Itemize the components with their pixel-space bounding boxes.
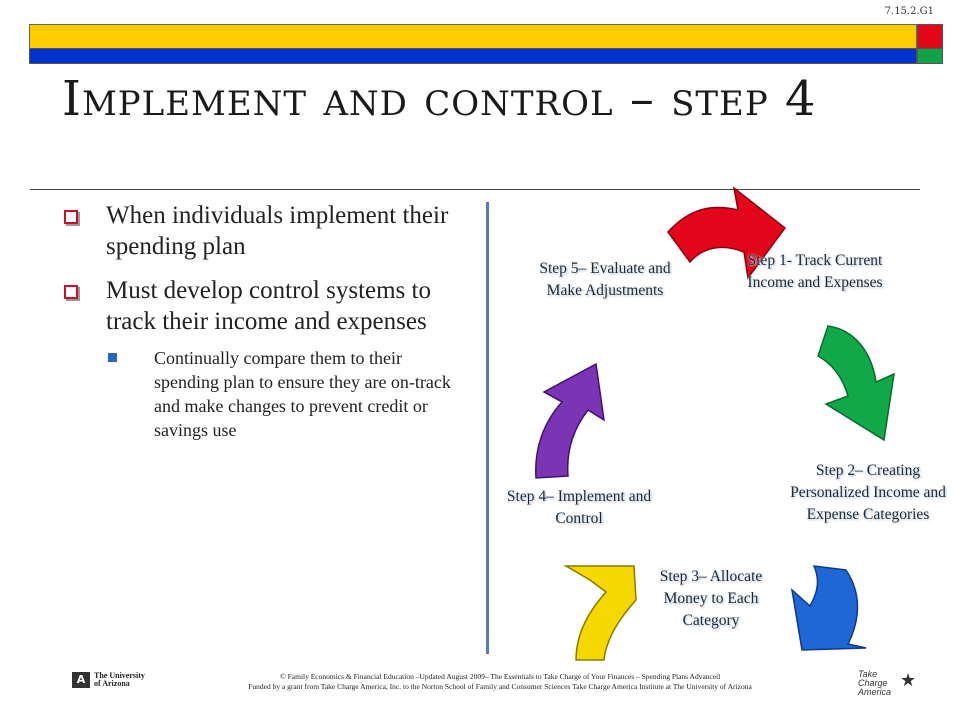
ua-block-a-icon: A [72, 672, 90, 688]
university-of-arizona-logo [72, 672, 145, 688]
footer [170, 672, 830, 692]
tca-line1: Take [858, 669, 878, 679]
ua-logo-line2: of Arizona [94, 679, 130, 688]
footer-line1: © Family Economics & Financial Education –Updated August 2009– The Essentials to Take Charge of Your Finances – Spending Plans Advanced [280, 672, 720, 681]
step4-arrow-icon [566, 566, 636, 660]
step1-label: Step 1- Track Current Income and Expenses [747, 252, 883, 291]
tca-line3: America [858, 687, 892, 697]
bullet-text: Must develop control systems to track their income and expenses [106, 277, 431, 335]
ua-logo-line1: The University [94, 671, 145, 680]
step5-label: Step 5– Evaluate and Make Adjustments [539, 260, 671, 299]
step5-arrow-icon [536, 364, 604, 478]
step4-label: Step 4– Implement and Control [506, 488, 652, 527]
tca-line2: Charge [858, 678, 888, 688]
step2-arrow-icon [818, 326, 894, 440]
take-charge-america-logo [858, 670, 891, 697]
step3-arrow-icon [792, 566, 866, 650]
footer-line2: Funded by a grant from Take Charge America, Inc. to the Norton School of Family and Consumer Sciences Take Charge America Institute at The University of Arizona [248, 682, 752, 691]
step2-label: Step 2– Creating Personalized Income and Expense Categories [790, 462, 946, 523]
bullet-text: When individuals implement their spending plan [106, 202, 449, 260]
step3-label: Step 3– Allocate Money to Each Category [659, 568, 763, 629]
star-icon: ★ [900, 670, 917, 691]
slide-code: 7.15.2.G1 [884, 6, 934, 17]
sub-bullet-text: Continually compare them to their spending plan to ensure they are on-track and make changes to prevent credit or savings use [154, 348, 451, 440]
slide-title: Implement and control – step 4 [62, 71, 817, 127]
